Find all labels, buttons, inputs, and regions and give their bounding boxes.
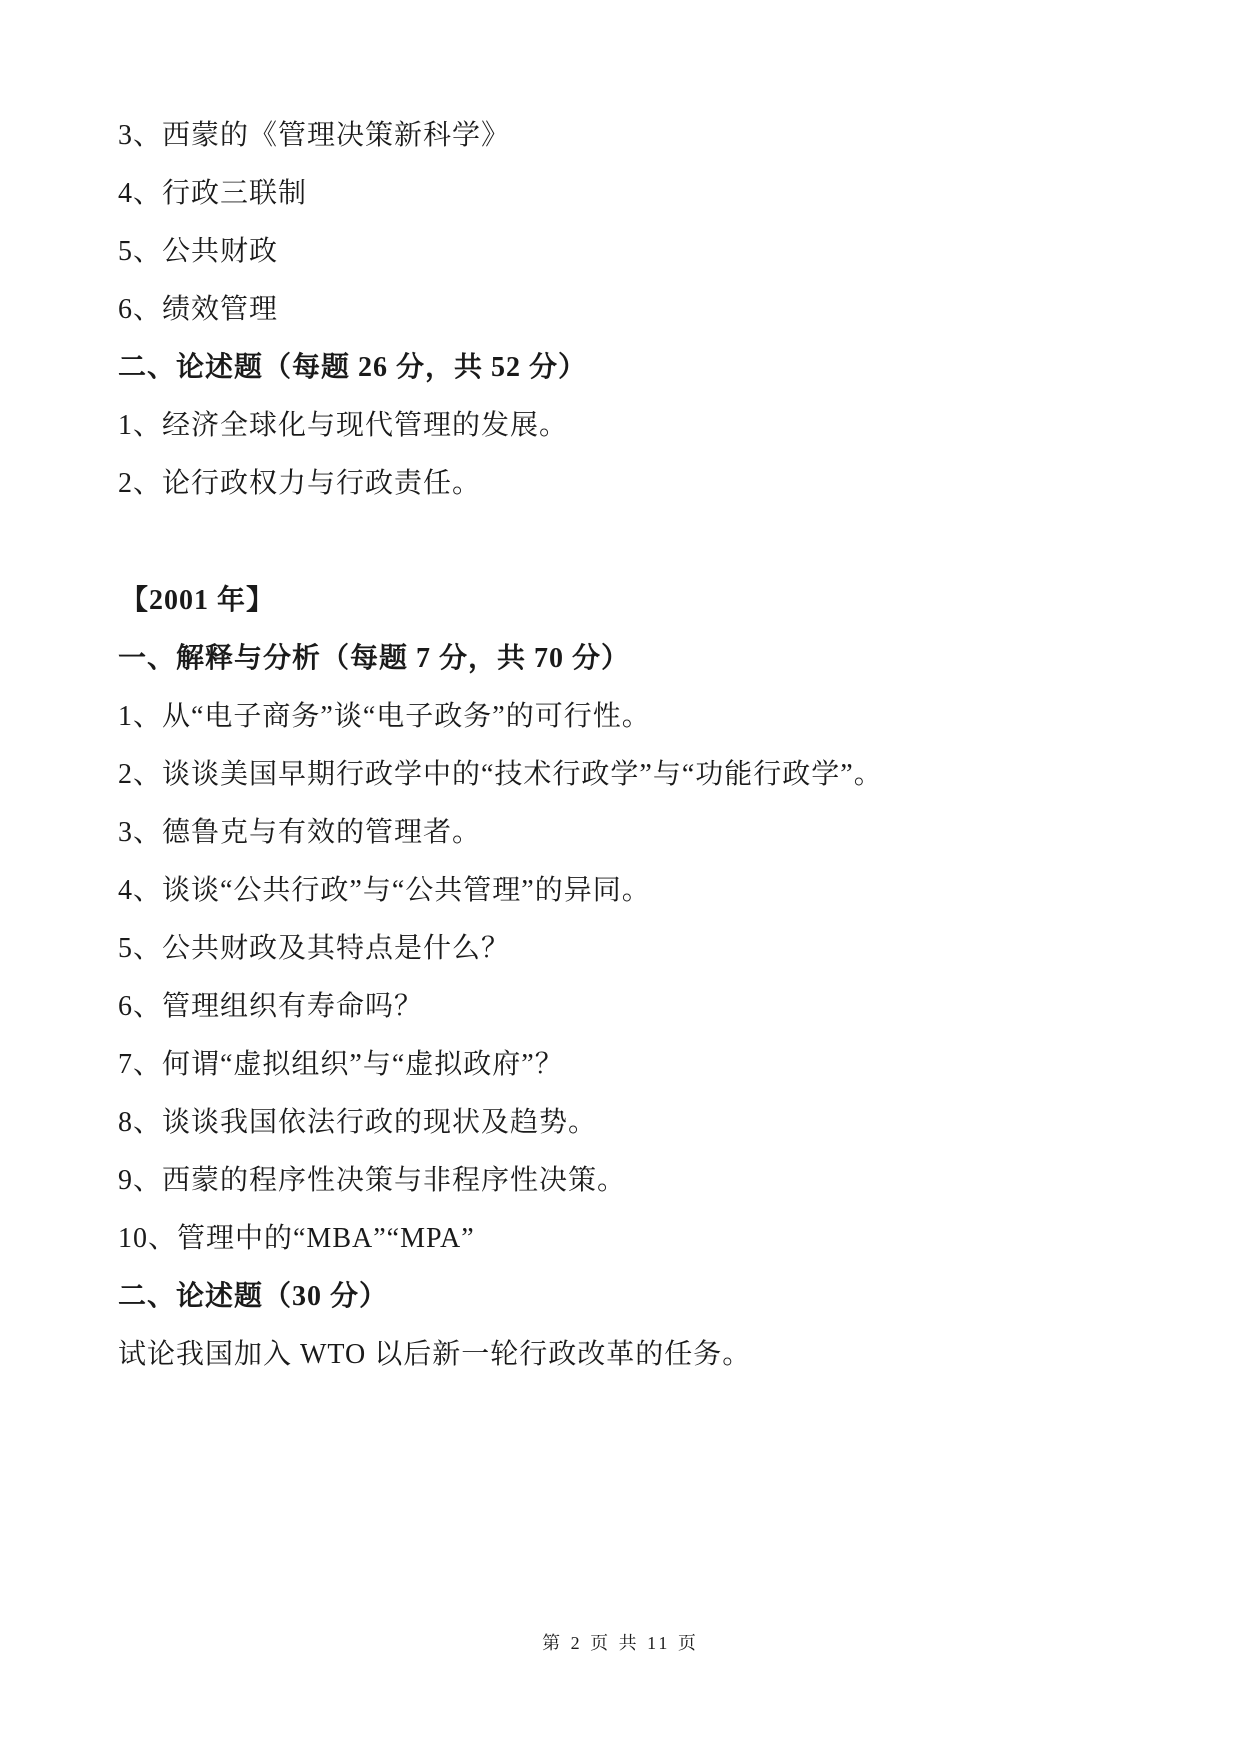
- question-item: 2、谈谈美国早期行政学中的“技术行政学”与“功能行政学”。: [118, 759, 883, 790]
- essay-item: 1、经济全球化与现代管理的发展。: [118, 410, 569, 441]
- section-heading-essay: 二、论述题（30 分）: [118, 1281, 389, 1312]
- question-item: 5、公共财政: [118, 236, 279, 267]
- question-item: 3、德鲁克与有效的管理者。: [118, 817, 482, 848]
- section-heading-analysis: 一、解释与分析（每题 7 分，共 70 分）: [118, 643, 631, 674]
- question-item: 7、何谓“虚拟组织”与“虚拟政府”？: [118, 1049, 564, 1080]
- essay-item: 2、论行政权力与行政责任。: [118, 468, 482, 499]
- question-item: 6、绩效管理: [118, 294, 279, 325]
- page-number-footer: 第 2 页 共 11 页: [542, 1633, 699, 1653]
- question-item: 4、谈谈“公共行政”与“公共管理”的异同。: [118, 875, 651, 906]
- year-heading: 【2001 年】: [120, 585, 276, 616]
- question-item: 9、西蒙的程序性决策与非程序性决策。: [118, 1165, 627, 1196]
- question-item: 8、谈谈我国依法行政的现状及趋势。: [118, 1107, 598, 1138]
- question-item: 5、公共财政及其特点是什么？: [118, 933, 511, 964]
- question-item: 6、管理组织有寿命吗？: [118, 991, 424, 1022]
- section-heading-essay: 二、论述题（每题 26 分，共 52 分）: [118, 352, 588, 383]
- question-item: 10、管理中的“MBA”“MPA”: [118, 1223, 475, 1254]
- question-item: 4、行政三联制: [118, 178, 308, 209]
- question-item: 3、西蒙的《管理决策新科学》: [118, 120, 511, 151]
- essay-item: 试论我国加入 WTO 以后新一轮行政改革的任务。: [118, 1339, 752, 1370]
- question-item: 1、从“电子商务”谈“电子政务”的可行性。: [118, 701, 651, 732]
